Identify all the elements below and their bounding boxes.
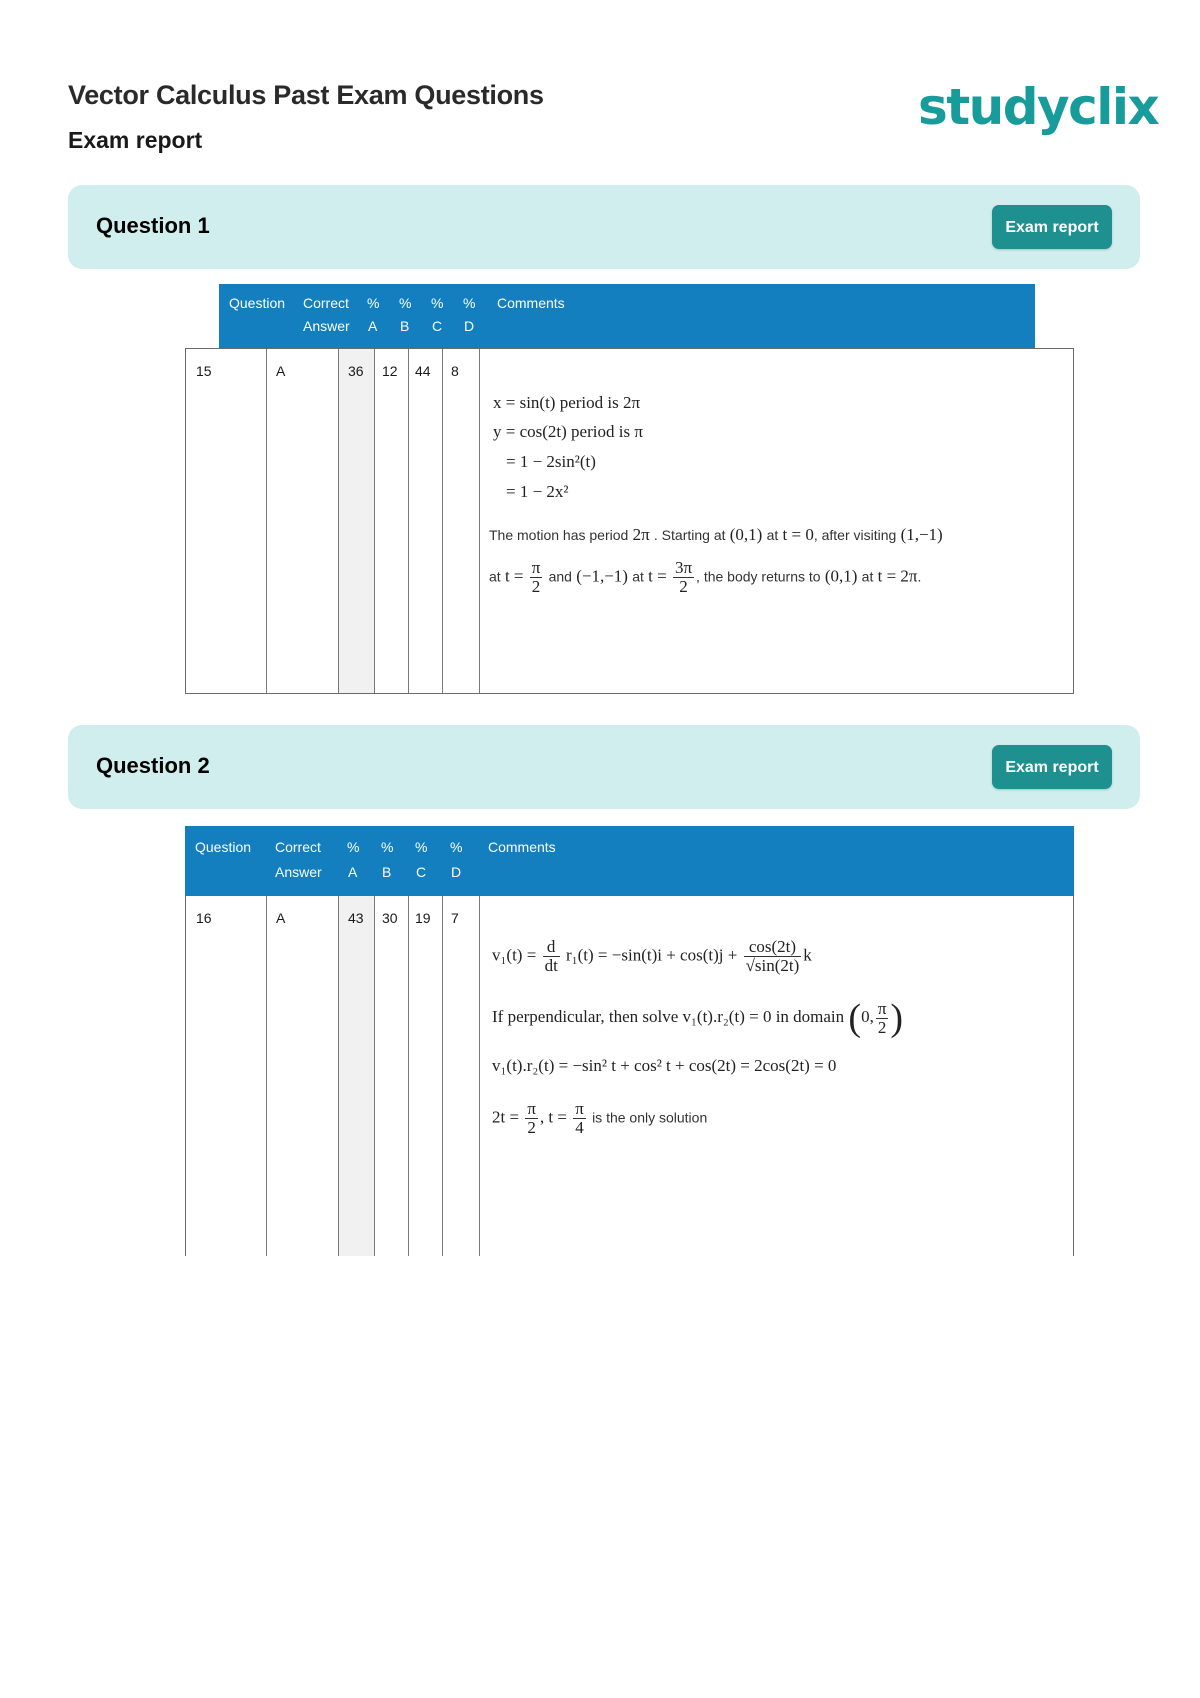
header-pct-a: %: [347, 839, 360, 855]
comment-paragraph: at t = $\frac{\pi}{2}$ and (−1,−1) at t = $\frac{3\pi}{2}$ , the body returns to (0,1) at t = 2π.: [489, 558, 922, 596]
cell-pct-b: 30: [382, 910, 398, 926]
comment-line: y = cos(2t) period is π: [493, 422, 643, 441]
question-2-table-header: [185, 826, 1074, 896]
cell-pct-b: 12: [382, 363, 398, 379]
col-a-shade: [338, 896, 374, 1256]
header-comments: Comments: [488, 839, 556, 855]
comment-line: 2t = $\frac{\pi}{2}$ , t = $\frac{\pi}{4}$ is the only solution: [492, 1099, 708, 1137]
studyclix-logo[interactable]: studyclix: [918, 78, 1159, 136]
divider: [374, 896, 375, 1256]
header-pct-b: %: [381, 839, 394, 855]
cell-pct-d: 8: [451, 363, 459, 379]
cell-question-number: 15: [196, 363, 212, 379]
cell-pct-a: 43: [348, 910, 364, 926]
divider: [442, 349, 443, 693]
header-d: D: [464, 318, 475, 334]
header-c: C: [416, 864, 427, 880]
header-pct-d: %: [450, 839, 463, 855]
cell-correct-answer: A: [276, 363, 286, 379]
header-answer: Answer: [303, 318, 350, 334]
cell-question-number: 16: [196, 910, 212, 926]
header-pct-c: %: [415, 839, 428, 855]
divider: [266, 896, 267, 1256]
document-title: Vector Calculus Past Exam Questions: [68, 80, 544, 110]
question-1-table-header: [219, 284, 1035, 348]
question-2-exam-report-button[interactable]: Exam report: [992, 745, 1112, 789]
divider: [408, 349, 409, 693]
header-correct: Correct: [303, 295, 349, 311]
header-b: B: [400, 318, 410, 334]
divider: [338, 896, 339, 1256]
question-1-table-body: [185, 348, 1074, 694]
divider: [338, 349, 339, 693]
divider: [266, 349, 267, 693]
divider: [442, 896, 443, 1256]
comment-line: If perpendicular, then solve v₁(t).r₂(t) = 0 in domain (0, $\frac{\pi}{2}$ ): [492, 997, 904, 1039]
divider: [374, 349, 375, 693]
header-pct-c: %: [431, 295, 444, 311]
header-comments: Comments: [497, 295, 565, 311]
cell-pct-c: 44: [415, 363, 431, 379]
comment-line: v₁(t) = $\frac{d}{dt}$ r₁(t) = −sin(t)i + cos(t)j + $\frac{\cos(2t)}{√\sin(2t)}$ k: [492, 937, 812, 975]
comment-line: = 1 − 2sin²(t): [506, 452, 596, 471]
question-1-exam-report-button[interactable]: Exam report: [992, 205, 1112, 249]
cell-pct-c: 19: [415, 910, 431, 926]
header-d: D: [451, 864, 462, 880]
divider: [479, 349, 480, 693]
header-pct-b: %: [399, 295, 412, 311]
question-1-banner: [68, 185, 1140, 269]
comment-line: x = sin(t) period is 2π: [493, 393, 641, 412]
comment-line: v₁(t).r₂(t) = −sin² t + cos² t + cos(2t) = 2cos(2t) = 0: [492, 1056, 837, 1075]
comment-paragraph: The motion has period 2π . Starting at (0,1) at t = 0, after visiting (1,−1): [489, 525, 943, 544]
header-question: Question: [229, 295, 286, 311]
document-subtitle: Exam report: [68, 127, 203, 153]
header-pct-d: %: [463, 295, 476, 311]
divider: [408, 896, 409, 1256]
cell-correct-answer: A: [276, 910, 286, 926]
divider: [479, 896, 480, 1256]
header-c: C: [432, 318, 443, 334]
question-1-title: Question 1: [96, 213, 210, 238]
header-b: B: [382, 864, 392, 880]
header-a: A: [348, 864, 358, 880]
col-a-shade: [338, 349, 374, 693]
header-answer: Answer: [275, 864, 322, 880]
question-2-table-body: [185, 896, 1074, 1256]
comment-line: = 1 − 2x²: [506, 482, 569, 501]
header-correct: Correct: [275, 839, 321, 855]
question-2-banner: [68, 725, 1140, 809]
header-question: Question: [195, 839, 252, 855]
header-a: A: [368, 318, 378, 334]
question-2-title: Question 2: [96, 753, 210, 778]
header-pct-a: %: [367, 295, 380, 311]
cell-pct-d: 7: [451, 910, 459, 926]
cell-pct-a: 36: [348, 363, 364, 379]
